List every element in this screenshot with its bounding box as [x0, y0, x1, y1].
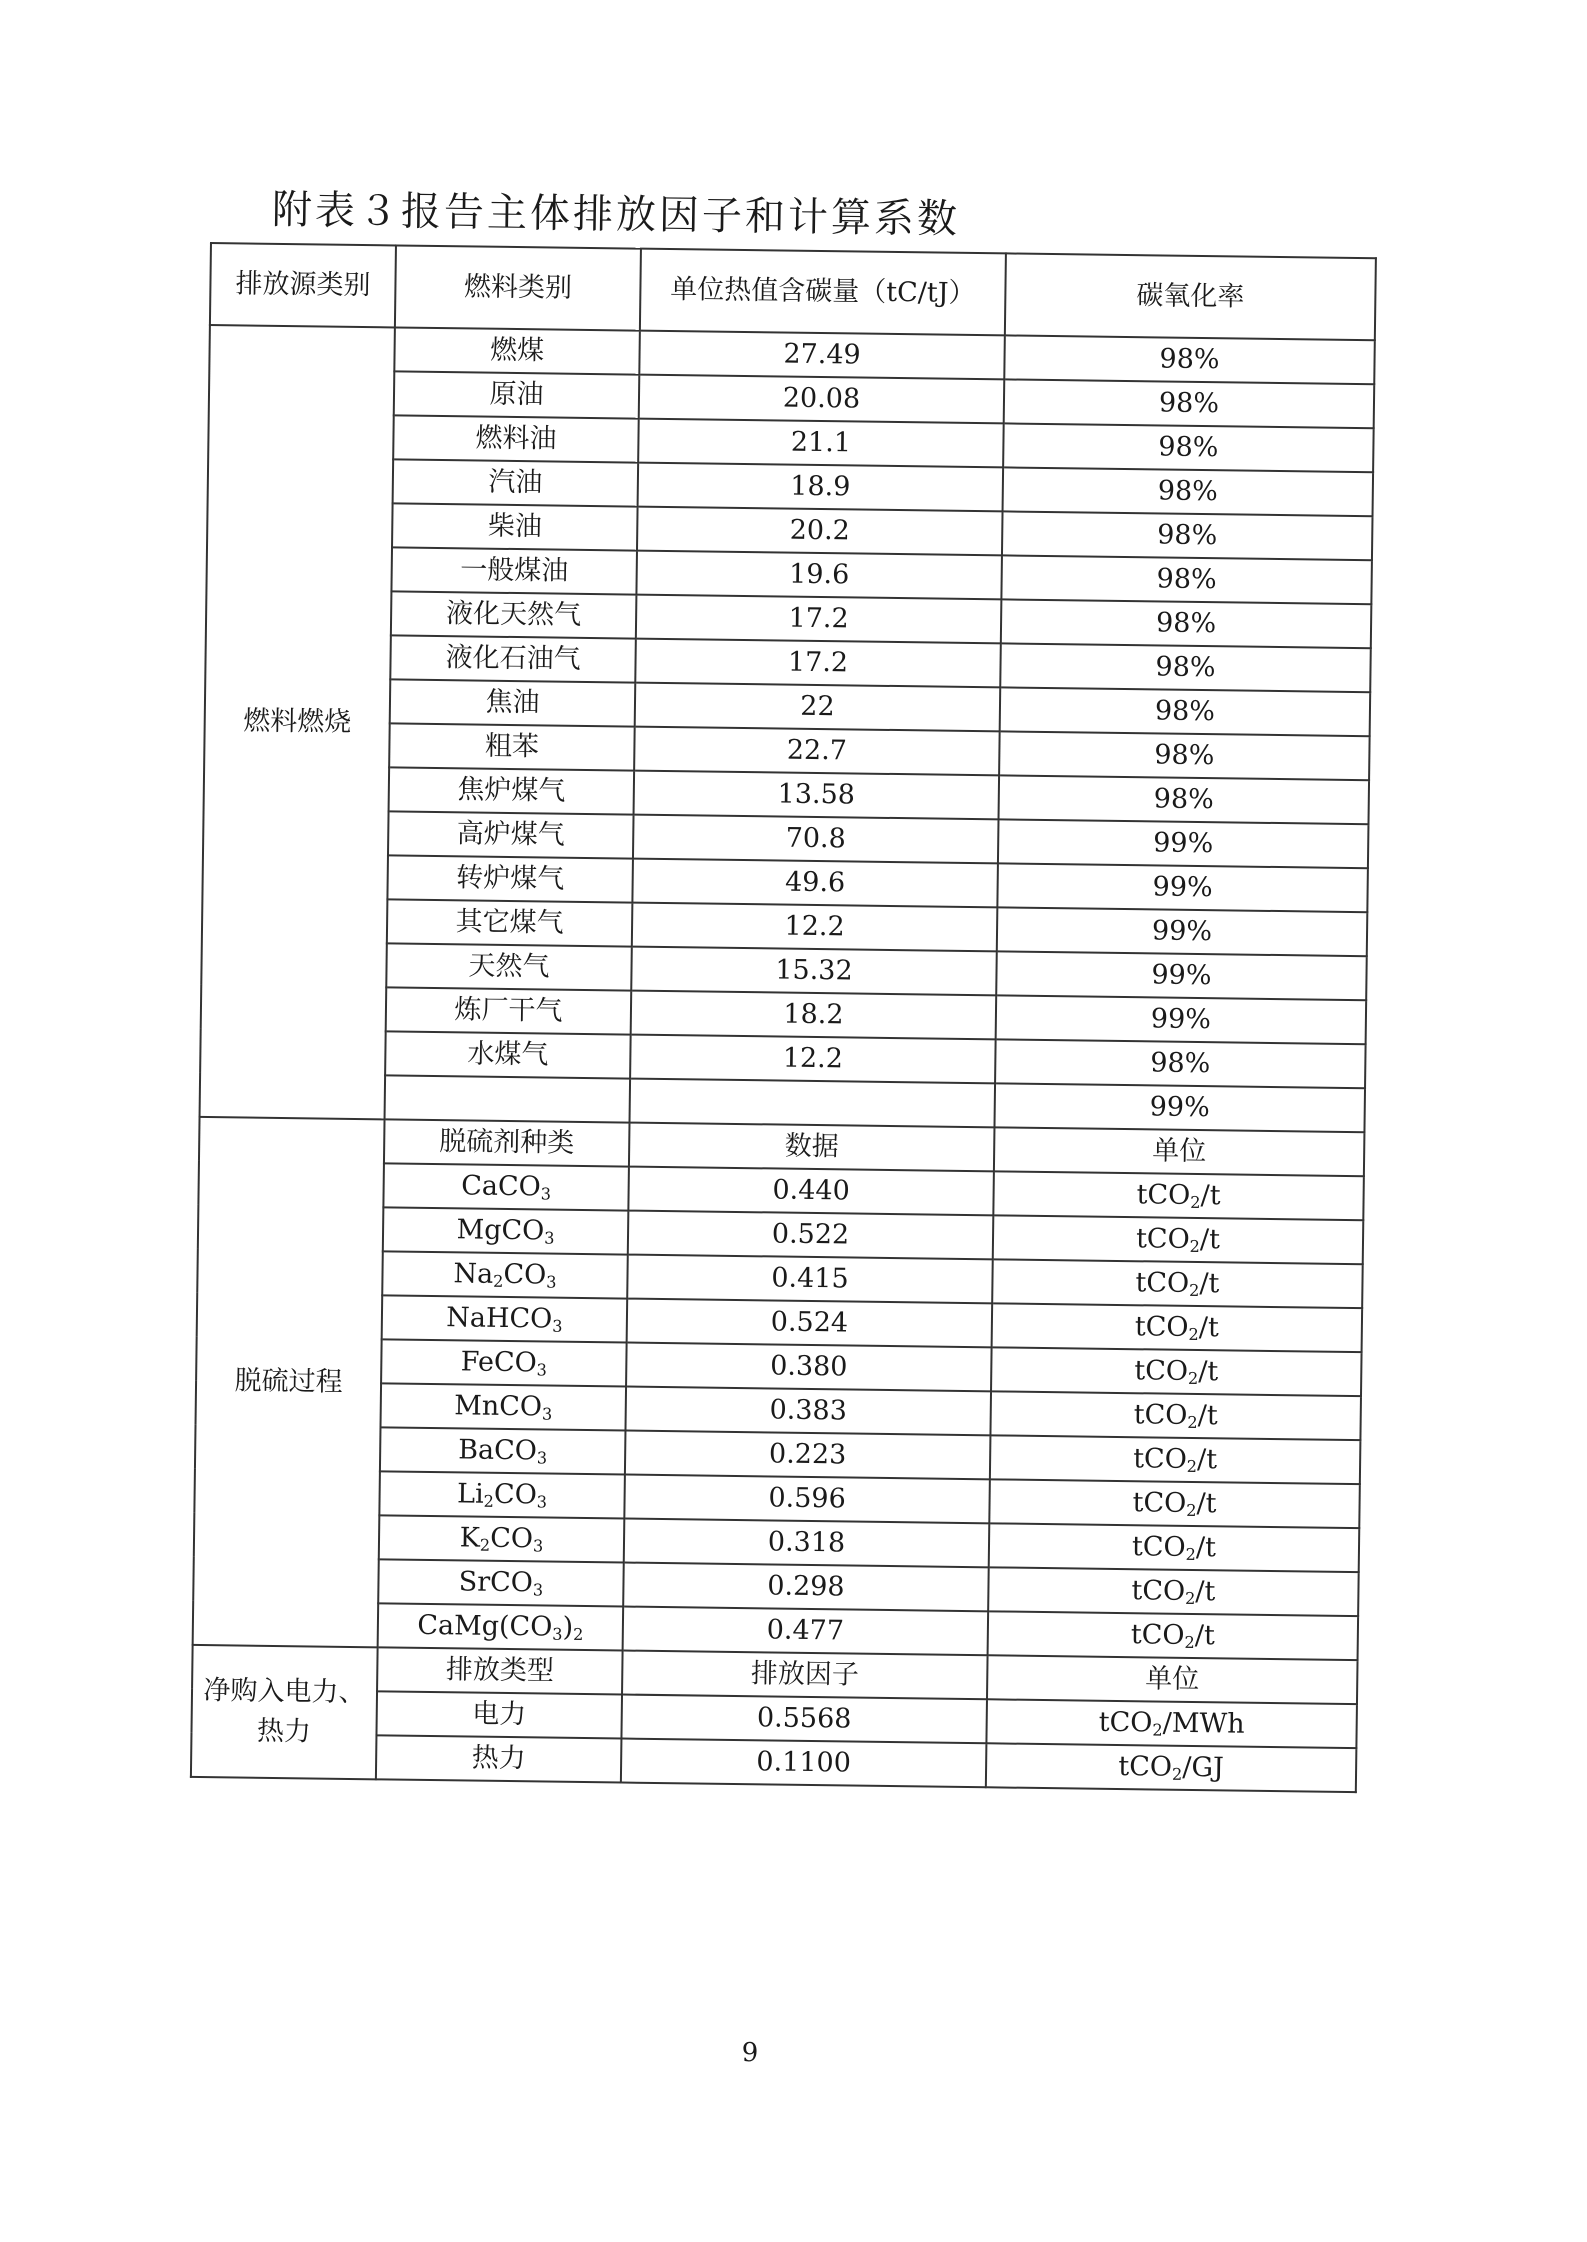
fuel-name: 液化石油气 — [390, 635, 636, 682]
carbon-content-value: 18.2 — [631, 991, 997, 1040]
desulf-factor-value: 0.318 — [624, 1519, 990, 1568]
page-number: 9 — [741, 2038, 759, 2068]
desulf-unit: tCO$_2$/t — [989, 1523, 1360, 1572]
desulfurizer-name: $K_2CO_3$ — [379, 1515, 625, 1562]
desulf-unit: tCO$_2$/t — [991, 1347, 1362, 1396]
carbon-content-value: 13.58 — [634, 771, 1000, 820]
fuel-name: 燃料油 — [393, 415, 639, 462]
emission-factor-table — [190, 242, 1377, 1793]
carbon-content-value: 12.2 — [630, 1035, 996, 1084]
oxidation-rate-value: 98% — [999, 731, 1370, 780]
desulfurizer-name: $CaMg(CO_3)_2$ — [378, 1603, 624, 1650]
fuel-name: 其它煤气 — [387, 899, 633, 946]
emission-unit: tCO$_2$/GJ — [986, 1743, 1357, 1792]
desulf-unit: tCO$_2$/t — [993, 1215, 1364, 1264]
fuel-name: 转炉煤气 — [387, 855, 633, 902]
desulf-unit: tCO$_2$/t — [990, 1435, 1361, 1484]
header-carbon-content: 单位热值含碳量（tC/tJ） — [640, 249, 1006, 336]
fuel-name: 原油 — [394, 371, 640, 418]
carbon-content-value: 20.08 — [639, 375, 1005, 424]
category-fuel-combustion: 燃料燃烧 — [200, 325, 395, 1119]
desulfurizer-name: FeCO$_3$ — [381, 1339, 627, 1386]
power-header-value: 排放因子 — [622, 1651, 988, 1700]
desulf-factor-value: 0.524 — [627, 1299, 993, 1348]
desulf-factor-value: 0.522 — [628, 1211, 994, 1260]
carbon-content-value: 21.1 — [638, 419, 1004, 468]
emission-unit: tCO$_2$/MWh — [986, 1699, 1357, 1748]
desulf-unit: tCO$_2$/t — [988, 1567, 1359, 1616]
desulfurizer-name: $Li_2CO_3$ — [379, 1471, 625, 1518]
desulf-unit: tCO$_2$/t — [989, 1479, 1360, 1528]
carbon-content-value: 19.6 — [636, 551, 1002, 600]
desulf-header-name: 脱硫剂种类 — [384, 1119, 630, 1166]
carbon-content-value: 12.2 — [632, 903, 998, 952]
fuel-name: 柴油 — [392, 503, 638, 550]
desulf-factor-value: 0.440 — [628, 1167, 994, 1216]
desulfurizer-name: MnCO$_3$ — [380, 1383, 626, 1430]
desulf-factor-value: 0.415 — [627, 1255, 993, 1304]
fuel-name: 高炉煤气 — [388, 811, 634, 858]
oxidation-rate-value: 98% — [995, 1039, 1366, 1088]
fuel-name: 液化天然气 — [391, 591, 637, 638]
desulf-unit: tCO$_2$/t — [988, 1611, 1359, 1660]
oxidation-rate-value: 98% — [1003, 423, 1374, 472]
table-body — [191, 243, 1376, 1792]
desulfurizer-name: CaCO$_3$ — [383, 1163, 629, 1210]
emission-factor-value: 0.1100 — [621, 1739, 987, 1788]
emission-factor-table-wrapper — [190, 242, 1377, 1793]
carbon-content-value: 15.32 — [631, 947, 997, 996]
header-fuel-type: 燃料类别 — [395, 245, 641, 330]
desulf-factor-value: 0.477 — [623, 1607, 989, 1656]
oxidation-rate-value: 99% — [996, 995, 1367, 1044]
oxidation-rate-value: 99% — [996, 951, 1367, 1000]
carbon-content-value: 18.9 — [638, 463, 1004, 512]
carbon-content-value: 17.2 — [636, 595, 1002, 644]
desulfurizer-name: BaCO$_3$ — [380, 1427, 626, 1474]
fuel-name: 炼厂干气 — [386, 987, 632, 1034]
power-header-name: 排放类型 — [377, 1647, 623, 1694]
oxidation-rate-value: 98% — [1004, 335, 1375, 384]
oxidation-rate-value: 99% — [998, 819, 1369, 868]
oxidation-rate-value: 98% — [999, 775, 1370, 824]
desulf-unit: tCO$_2$/t — [993, 1171, 1364, 1220]
category-desulfurization: 脱硫过程 — [193, 1117, 385, 1647]
oxidation-rate-value: 98% — [1001, 555, 1372, 604]
fuel-name: 燃煤 — [394, 327, 640, 374]
oxidation-rate-value: 98% — [1001, 599, 1372, 648]
oxidation-rate-value: 99% — [997, 907, 1368, 956]
emission-factor-value: 0.5568 — [621, 1695, 987, 1744]
fuel-name: 粗苯 — [389, 723, 635, 770]
desulf-header-value: 数据 — [629, 1123, 995, 1172]
fuel-name: 水煤气 — [385, 1031, 631, 1078]
oxidation-rate-value: 99% — [994, 1083, 1365, 1132]
desulf-unit: tCO$_2$/t — [992, 1259, 1363, 1308]
desulf-factor-value: 0.380 — [626, 1343, 992, 1392]
emission-type-name: 热力 — [376, 1735, 622, 1782]
desulfurizer-name: NaHCO$_3$ — [382, 1295, 628, 1342]
carbon-content-value: 22 — [635, 683, 1001, 732]
desulf-factor-value: 0.223 — [625, 1431, 991, 1480]
desulf-header-unit: 单位 — [994, 1127, 1365, 1176]
fuel-name: 天然气 — [386, 943, 632, 990]
desulf-factor-value: 0.383 — [625, 1387, 991, 1436]
fuel-name: 汽油 — [393, 459, 639, 506]
oxidation-rate-value: 98% — [1003, 467, 1374, 516]
desulf-unit: tCO$_2$/t — [990, 1391, 1361, 1440]
empty-cell — [385, 1075, 631, 1122]
table-header-row — [210, 243, 1376, 340]
desulfurizer-name: MgCO$_3$ — [383, 1207, 629, 1254]
carbon-content-value: 20.2 — [637, 507, 1003, 556]
desulf-unit: tCO$_2$/t — [992, 1303, 1363, 1352]
oxidation-rate-value: 98% — [1000, 687, 1371, 736]
empty-cell — [630, 1079, 996, 1128]
header-oxidation-rate: 碳氧化率 — [1005, 253, 1376, 340]
desulfurizer-name: $Na_2CO_3$ — [382, 1251, 628, 1298]
carbon-content-value: 22.7 — [634, 727, 1000, 776]
page-title: 附表３报告主体排放因子和计算系数 — [271, 187, 961, 243]
carbon-content-value: 17.2 — [635, 639, 1001, 688]
emission-type-name: 电力 — [376, 1691, 622, 1738]
oxidation-rate-value: 99% — [997, 863, 1368, 912]
header-source-category: 排放源类别 — [210, 243, 396, 327]
fuel-name: 焦炉煤气 — [389, 767, 635, 814]
oxidation-rate-value: 98% — [1000, 643, 1371, 692]
carbon-content-value: 49.6 — [632, 859, 998, 908]
power-header-unit: 单位 — [987, 1655, 1358, 1704]
fuel-name: 焦油 — [390, 679, 636, 726]
carbon-content-value: 27.49 — [639, 331, 1005, 380]
oxidation-rate-value: 98% — [1002, 511, 1373, 560]
desulf-factor-value: 0.596 — [624, 1475, 990, 1524]
category-purchased-power-heat: 净购入电力、热力 — [191, 1645, 378, 1779]
fuel-name: 一般煤油 — [391, 547, 637, 594]
oxidation-rate-value: 98% — [1004, 379, 1375, 428]
desulfurizer-name: SrCO$_3$ — [378, 1559, 624, 1606]
carbon-content-value: 70.8 — [633, 815, 999, 864]
desulf-factor-value: 0.298 — [623, 1563, 989, 1612]
